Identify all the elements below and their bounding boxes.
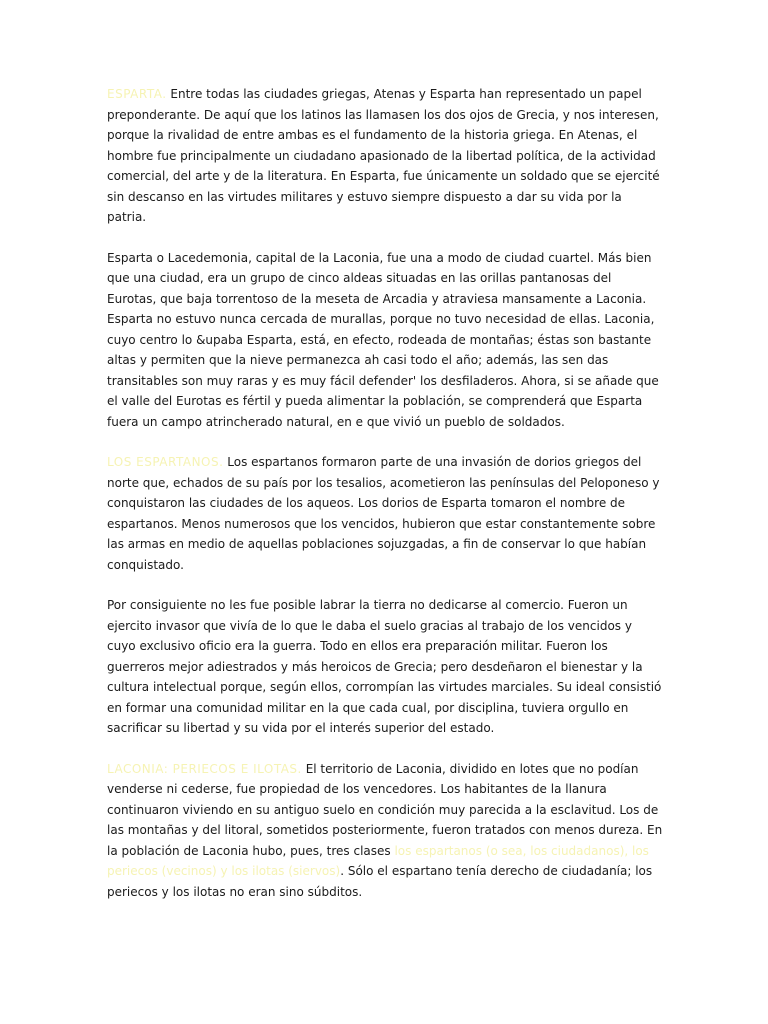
- section-heading-esparta: ESPARTA.: [107, 87, 167, 101]
- paragraph-consiguiente: [107, 595, 663, 739]
- paragraph-laconia: [107, 759, 663, 903]
- paragraph-text: Entre todas las ciudades griegas, Atenas y Esparta han representado un papel preponderante. De aquí que los latinos las llamasen los dos ojos de Grecia, y nos interesen, porque la rivalidad de entre ambas es el fundamento de la historia griega. En Atenas, el hombre fue principalmente un ciudadano apasionado de la libertad política, de la actividad comercial, del arte y de la literatura. En Esparta, fue únicamente un soldado que se ejercité sin descanso en las virtudes militares y estuvo siempre dispuesto a dar su vida por la patria.: [107, 87, 660, 224]
- paragraph-text: Esparta o Lacedemonia, capital de la Laconia, fue una a modo de ciudad cuartel. Más bien que una ciudad, era un grupo de cinco aldeas situadas en las orillas pantanosas del Eurotas, que baja torrentoso de la meseta de Arcadia y atraviesa mansamente a Laconia. Esparta no estuvo nunca cercada de murallas, porque no tuvo necesidad de ellas. Laconia, cuyo centro lo &upaba Esparta, está, en efecto, rodeada de montañas; éstas son bastante altas y permiten que la nieve permanezca ah casi todo el año; además, las sen das transitables son muy raras y es muy fácil defender' los desfiladeros. Ahora, si se añade que el valle del Eurotas es fértil y pueda alimentar la población, se comprenderá que Esparta fuera un campo atrincherado natural, en e que vivió un pueblo de soldados.: [107, 250, 659, 429]
- section-heading-los-espartanos: LOS ESPARTANOS.: [107, 455, 224, 469]
- paragraph-text: El territorio de Laconia, dividido en lotes que no podían venderse ni cederse, fue propiedad de los vencedores. Los habitantes de la llanura continuaron viviendo en su antiguo suelo en condición muy parecida a la esclavitud. Los de las montañas y del litoral, sometidos posteriormente, fueron tratados con menos dureza. En la población de Laconia hubo, pues, tres clases: [107, 761, 663, 858]
- section-heading-laconia: LACONIA: PERIECOS E ILOTAS.: [107, 761, 302, 776]
- document-body: [107, 84, 663, 922]
- paragraph-text-tail: . Sólo el espartano tenía derecho de ciudadanía; los periecos y los ilotas no eran sino súbditos.: [107, 864, 653, 899]
- paragraph-esparta: [107, 84, 663, 228]
- paragraph-los-espartanos: [107, 452, 663, 575]
- paragraph-text: Por consiguiente no les fue posible labrar la tierra no dedicarse al comercio. Fueron un ejercito invasor que vivía de lo que le daba el suelo gracias al trabajo de los vencidos y cuyo exclusivo oficio era la guerra. Todo en ellos era preparación militar. Fueron los guerreros mejor adiestrados y más heroicos de Grecia; pero desdeñaron el bienestar y la cultura intelectual porque, según ellos, corrompían las virtudes marciales. Su ideal consistió en formar una comunidad militar en la que cada cual, por disciplina, tuviera orgullo en sacrificar su libertad y su vida por el interés superior del estado.: [107, 598, 662, 735]
- paragraph-text: Los espartanos formaron parte de una invasión de dorios griegos del norte que, echados de su país por los tesalios, acometieron las penínsulas del Peloponeso y conquistaron las ciudades de los aqueos. Los dorios de Esparta tomaron el nombre de espartanos. Menos numerosos que los vencidos, hubieron que estar constantemente sobre las armas en medio de aquellas poblaciones sojuzgadas, a fin de conservar lo que habían conquistado.: [107, 455, 660, 572]
- paragraph-faint-text: los espartanos (o sea, los ciudadanos), los periecos (vecinos) y los ilotas (siervos): [107, 843, 649, 878]
- paragraph-lacedemonia: [107, 248, 663, 433]
